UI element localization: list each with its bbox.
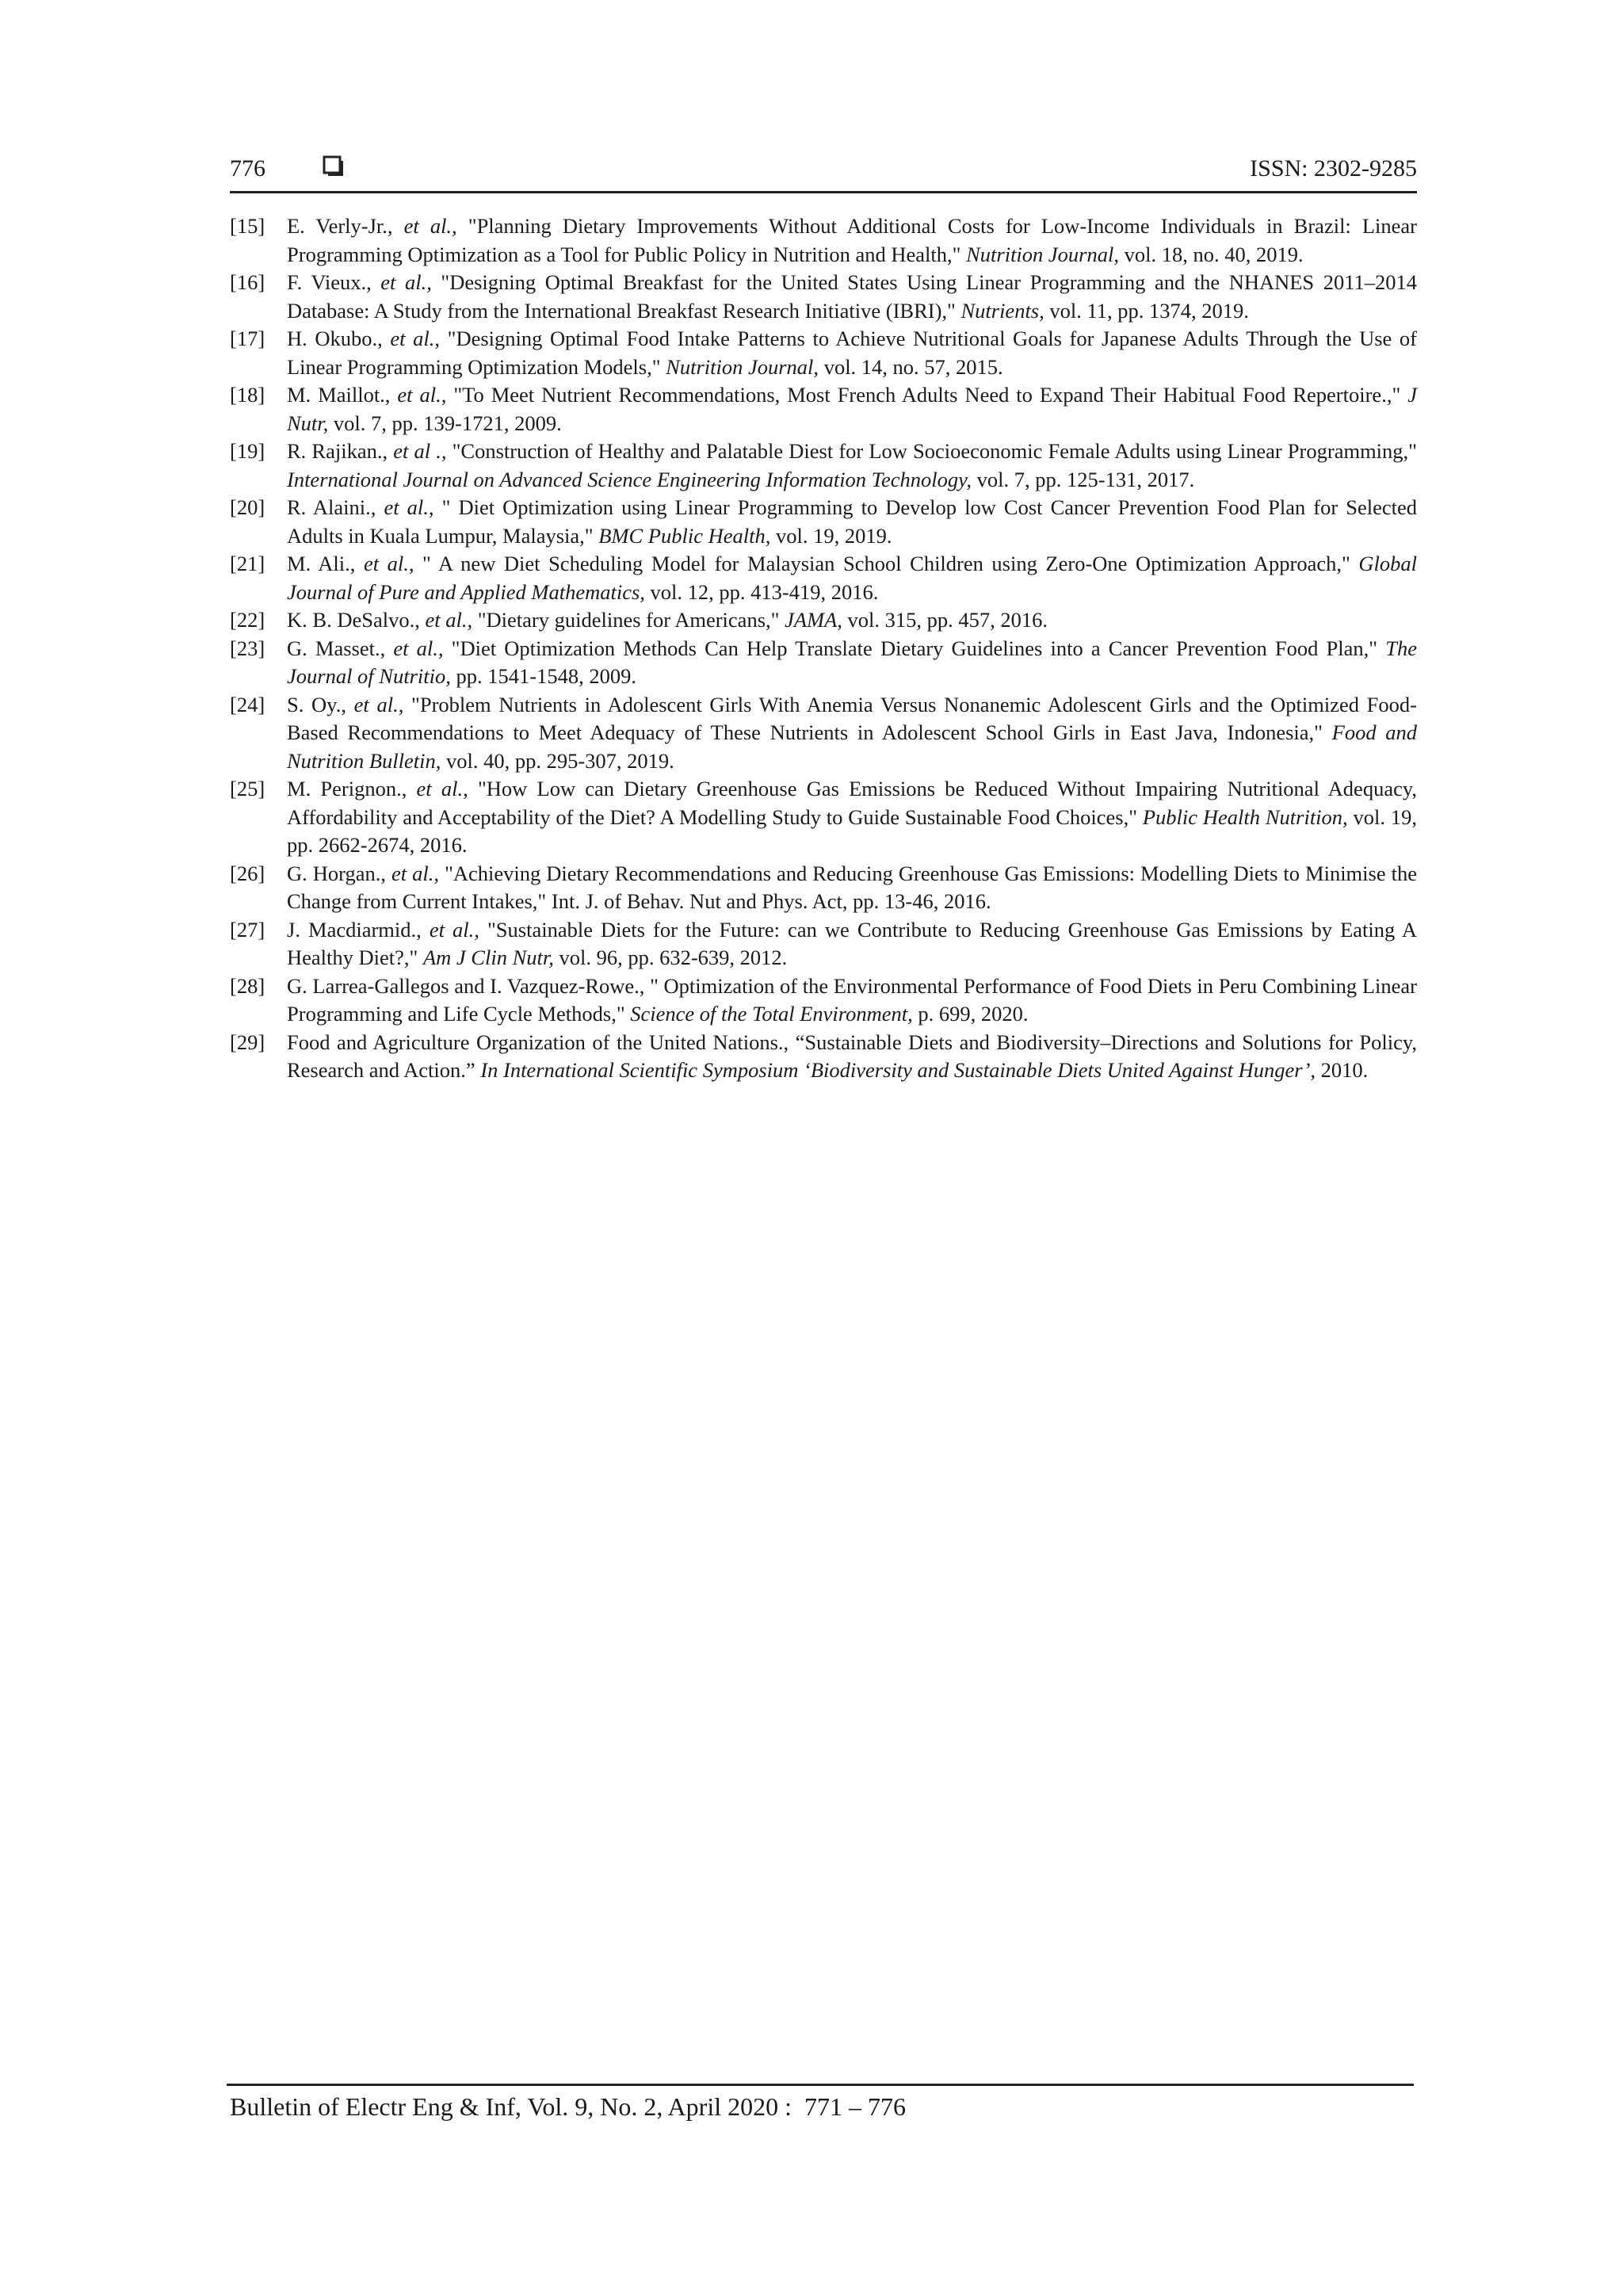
reference-segment: vol. 7, pp. 125-131, 2017. [972, 467, 1195, 491]
reference-item [230, 635, 1417, 691]
reference-text [287, 775, 1417, 860]
reference-italic-segment: et al., [416, 777, 468, 800]
reference-italic-segment: Nutrition Journal, [666, 354, 819, 379]
reference-segment: vol. 19, 2019. [770, 523, 892, 548]
reference-item [230, 494, 1417, 550]
reference-italic-segment: et al., [390, 327, 441, 350]
reference-segment: "How Low can Dietary Greenhouse Gas Emissions be Reduced Without Impairing Nutritional Adequacy, Affordability and Acceptability of the Diet? A Modelling Study to Guide Sustainable Food Choices," [287, 777, 1418, 829]
reference-segment: M. Ali., [287, 552, 364, 575]
reference-italic-segment: The Journal of Nutritio, [287, 636, 1417, 688]
reference-italic-segment: et al., [425, 608, 473, 632]
reference-segment: "To Meet Nutrient Recommendations, Most French Adults Need to Expand Their Habitual Food Repertoire.," [446, 383, 1408, 407]
reference-text [287, 860, 1417, 916]
reference-text [287, 916, 1417, 972]
reference-segment: M. Perignon., [287, 777, 417, 800]
reference-number: [23] [230, 636, 265, 660]
reference-number: [20] [230, 495, 265, 519]
reference-italic-segment: et al., [391, 861, 440, 885]
reference-italic-segment: et al., [380, 270, 432, 294]
reference-segment: " A new Diet Scheduling Model for Malaysian School Children using Zero-One Optimization Approach," [414, 552, 1359, 575]
reference-item [230, 691, 1417, 776]
header-divider [230, 191, 1417, 193]
reference-italic-segment: Nutrients, [960, 298, 1044, 323]
reference-text [287, 550, 1417, 606]
reference-segment: S. Oy., [287, 692, 354, 716]
reference-italic-segment: International Journal on Advanced Science Engineering Information Technology, [287, 467, 972, 491]
square-box-icon [322, 155, 344, 178]
reference-segment: vol. 12, pp. 413-419, 2016. [644, 579, 879, 604]
reference-text [287, 606, 1417, 635]
reference-item [230, 860, 1417, 916]
reference-italic-segment: J Nutr, [287, 383, 1417, 435]
reference-number: [17] [230, 327, 265, 350]
reference-number: [15] [230, 214, 265, 238]
reference-italic-segment: et al., [353, 692, 404, 716]
journal-footer: Bulletin of Electr Eng & Inf, Vol. 9, No. 2, April 2020 : 771 – 776 [230, 2092, 906, 2121]
reference-item [230, 437, 1417, 494]
reference-segment: vol. 7, pp. 139-1721, 2009. [328, 411, 562, 435]
reference-segment: "Dietary guidelines for Americans," [472, 608, 785, 632]
footer-divider [227, 2084, 1414, 2086]
reference-number: [28] [230, 973, 265, 998]
reference-text [287, 972, 1417, 1029]
page-header [230, 153, 1417, 193]
reference-italic-segment: Global Journal of Pure and Applied Mathematics, [287, 552, 1417, 604]
reference-number: [21] [230, 552, 265, 575]
reference-segment: "Diet Optimization Methods Can Help Translate Dietary Guidelines into a Cancer Prevention Food Plan," [443, 636, 1386, 660]
reference-text [287, 325, 1417, 381]
reference-text [287, 381, 1417, 437]
reference-segment: vol. 14, no. 57, 2015. [819, 354, 1003, 379]
reference-number: [22] [230, 608, 265, 632]
reference-number: [24] [230, 692, 265, 716]
reference-item [230, 1029, 1417, 1085]
reference-italic-segment: et al., [397, 383, 447, 407]
reference-italic-segment: Public Health Nutrition, [1142, 804, 1348, 829]
reference-segment: p. 699, 2020. [912, 1002, 1029, 1026]
reference-item [230, 325, 1417, 381]
reference-text [287, 212, 1417, 269]
reference-segment: " Diet Optimization using Linear Programming to Develop low Cost Cancer Prevention Food Plan for Selected Adults in Kuala Lumpur, Malaysia," [287, 495, 1418, 548]
reference-segment: R. Rajikan., [287, 439, 394, 463]
reference-segment: vol. 315, pp. 457, 2016. [842, 608, 1048, 632]
reference-italic-segment: et al., [363, 552, 414, 575]
reference-italic-segment: et al ., [393, 439, 447, 463]
reference-segment: Food and Agriculture Organization of the United Nations., “Sustainable Diets and Biodiversity–Directions and Solutions for Policy, Research and Action.” [287, 1030, 1417, 1082]
reference-segment: "Designing Optimal Food Intake Patterns to Achieve Nutritional Goals for Japanese Adults Through the Use of Linear Programming Optimization Models," [287, 327, 1417, 379]
reference-number: [26] [230, 861, 265, 885]
reference-segment: vol. 11, pp. 1374, 2019. [1044, 298, 1249, 323]
page-number: 776 [230, 155, 265, 181]
reference-segment: "Planning Dietary Improvements Without Additional Costs for Low-Income Individuals in Brazil: Linear Programming Optimization as a Tool for Public Policy in Nutrition and Health," [287, 214, 1418, 266]
reference-segment: K. B. DeSalvo., [287, 608, 426, 632]
reference-segment: J. Macdiarmid., [287, 917, 430, 942]
reference-number: [29] [230, 1030, 265, 1054]
reference-text [287, 269, 1417, 325]
reference-segment: G. Masset., [287, 636, 394, 660]
reference-segment: vol. 18, no. 40, 2019. [1119, 242, 1304, 266]
reference-item [230, 269, 1417, 325]
reference-segment: vol. 19, pp. 2662-2674, 2016. [287, 804, 1417, 857]
reference-list [230, 212, 1417, 1085]
reference-segment: G. Larrea-Gallegos and I. Vazquez-Rowe., " Optimization of the Environmental Performance of Food Diets in Peru Combining Linear Programming and Life Cycle Methods," [287, 973, 1417, 1026]
reference-segment: "Achieving Dietary Recommendations and Reducing Greenhouse Gas Emissions: Modelling Diets to Minimise the Change from Current Intakes," Int. J. of Behav. Nut and Phys. Act, pp. 13-46, 2016. [287, 861, 1418, 913]
reference-italic-segment: BMC Public Health, [598, 523, 771, 548]
reference-number: [18] [230, 383, 265, 407]
reference-text [287, 437, 1417, 494]
reference-segment: R. Alaini., [287, 495, 384, 519]
reference-segment: vol. 96, pp. 632-639, 2012. [553, 946, 788, 969]
reference-segment: "Designing Optimal Breakfast for the United States Using Linear Programming and the NHANES 2011–2014 Database: A Study from the International Breakfast Research Initiative (IBRI)," [287, 270, 1417, 323]
reference-item [230, 212, 1417, 269]
reference-item [230, 606, 1417, 635]
reference-segment: G. Horgan., [287, 861, 392, 885]
reference-italic-segment: et al., [393, 636, 444, 660]
reference-item [230, 775, 1417, 860]
reference-item [230, 972, 1417, 1029]
reference-segment: F. Vieux., [287, 270, 381, 294]
reference-segment: "Construction of Healthy and Palatable Diest for Low Socioeconomic Female Adults using Linear Programming," [446, 439, 1417, 463]
reference-number: [16] [230, 270, 265, 294]
reference-number: [25] [230, 777, 265, 800]
reference-text [287, 635, 1417, 691]
reference-text [287, 1029, 1417, 1085]
reference-number: [27] [230, 917, 265, 942]
reference-italic-segment: In International Scientific Symposium ‘Biodiversity and Sustainable Diets United Against Hunger’, [480, 1058, 1316, 1082]
reference-italic-segment: Am J Clin Nutr, [422, 946, 554, 969]
reference-segment: H. Okubo., [287, 327, 391, 350]
reference-number: [19] [230, 439, 265, 463]
reference-italic-segment: et al., [384, 495, 434, 519]
reference-segment: M. Maillot., [287, 383, 398, 407]
issn-label: ISSN: 2302-9285 [1250, 155, 1417, 181]
reference-segment: 2010. [1316, 1058, 1369, 1082]
reference-segment: vol. 40, pp. 295-307, 2019. [441, 748, 674, 773]
reference-segment: "Problem Nutrients in Adolescent Girls With Anemia Versus Nonanemic Adolescent Girls and the Optimized Food- Based Recommendations to Meet Adequacy of These Nutrients in Adolescent School Girls in East Java, Indonesia," [287, 692, 1417, 744]
reference-italic-segment: et al., [403, 214, 457, 238]
reference-item [230, 381, 1417, 437]
reference-segment: "Sustainable Diets for the Future: can we Contribute to Reducing Greenhouse Gas Emissions by Eating A Healthy Diet?," [287, 917, 1417, 969]
reference-text [287, 494, 1417, 550]
reference-italic-segment: Food and Nutrition Bulletin, [287, 720, 1417, 773]
reference-italic-segment: Nutrition Journal, [966, 242, 1119, 266]
reference-item [230, 550, 1417, 606]
reference-text [287, 691, 1417, 776]
reference-italic-segment: Science of the Total Environment, [630, 1002, 913, 1026]
reference-italic-segment: et al., [429, 917, 479, 942]
reference-italic-segment: JAMA, [785, 608, 842, 632]
reference-item [230, 916, 1417, 972]
reference-segment: pp. 1541-1548, 2009. [450, 664, 636, 688]
reference-segment: E. Verly-Jr., [287, 214, 404, 238]
